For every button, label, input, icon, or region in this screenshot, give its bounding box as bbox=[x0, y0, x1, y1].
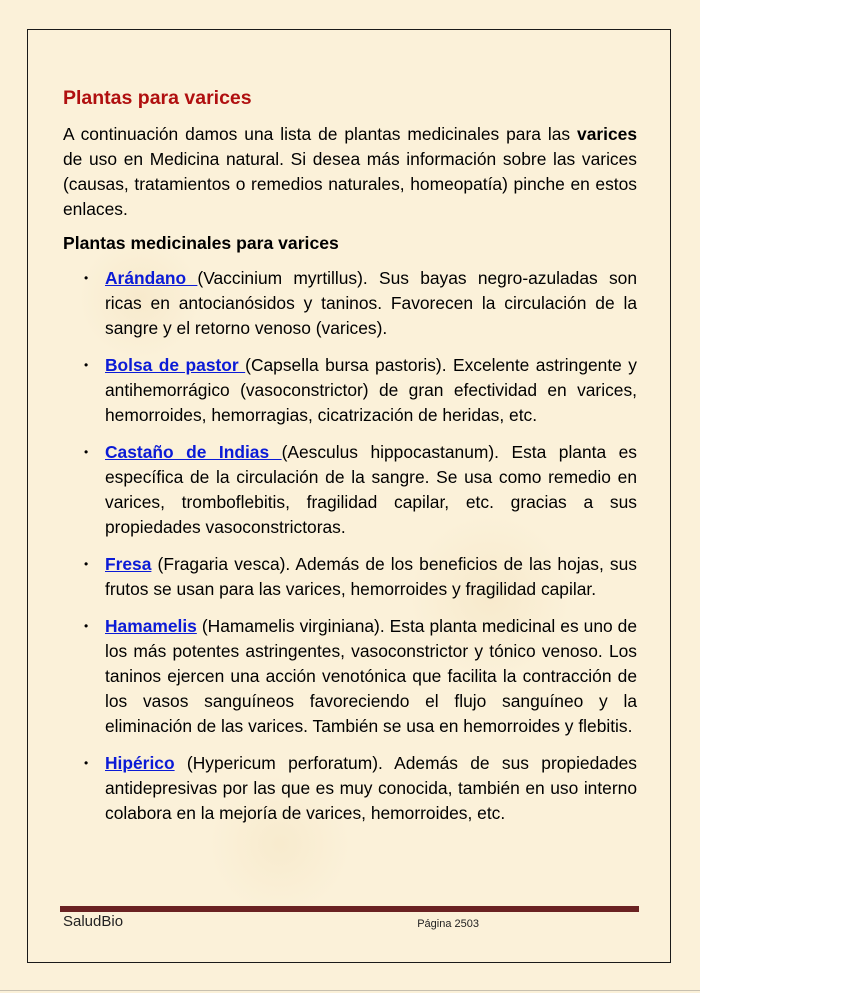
bullet-icon: • bbox=[84, 358, 89, 372]
plant-link-hiperico[interactable]: Hipérico bbox=[105, 753, 175, 773]
intro-keyword: varices bbox=[577, 124, 637, 144]
plant-description: (Aesculus hippocastanum). Esta planta es específica de la circulación de la sangre. Se usa como remedio en varices, tromboflebitis, fragilidad capilar, etc. gracias a sus propiedades vasoconstrictoras. bbox=[105, 442, 637, 537]
page-edge bbox=[0, 990, 700, 991]
intro-text-start: A continuación damos una lista de plantas medicinales para las bbox=[63, 124, 578, 144]
list-item bbox=[63, 353, 637, 428]
list-item bbox=[63, 614, 637, 739]
plant-description: (Hypericum perforatum). Además de sus propiedades antidepresivas por las que es muy conocida, también en uso interno colabora en la mejoría de varices, hemorroides, etc. bbox=[105, 753, 637, 823]
plant-link-bolsa-de-pastor[interactable]: Bolsa de pastor bbox=[105, 355, 246, 375]
page-number: Página 2503 bbox=[417, 918, 479, 930]
page-title: Plantas para varices bbox=[63, 87, 252, 109]
plant-description: (Capsella bursa pastoris). Excelente astringente y antihemorrágico (vasoconstrictor) de gran efectividad en varices, hemorroides, hemorragias, cicatrización de heridas, etc. bbox=[105, 355, 638, 425]
list-item bbox=[63, 440, 637, 540]
section-heading: Plantas medicinales para varices bbox=[63, 233, 339, 253]
bullet-icon: • bbox=[84, 756, 89, 770]
bullet-icon: • bbox=[84, 619, 89, 633]
page-content bbox=[63, 84, 637, 838]
intro-text-end: de uso en Medicina natural. Si desea más información sobre las varices (causas, tratamientos o remedios naturales, homeopatía) pinche en estos enlaces. bbox=[63, 149, 637, 219]
intro-paragraph bbox=[63, 122, 637, 222]
footer-brand: SaludBio bbox=[63, 913, 124, 930]
plant-link-hamamelis[interactable]: Hamamelis bbox=[105, 616, 197, 636]
bullet-icon: • bbox=[84, 557, 89, 571]
plant-link-fresa[interactable]: Fresa bbox=[105, 554, 152, 574]
list-item bbox=[63, 751, 637, 826]
bullet-icon: • bbox=[84, 445, 89, 459]
plant-list bbox=[63, 266, 637, 826]
bullet-icon: • bbox=[84, 271, 89, 285]
plant-link-castano-de-indias[interactable]: Castaño de Indias bbox=[105, 442, 282, 462]
plant-description: (Hamamelis virginiana). Esta planta medicinal es uno de los más potentes astringentes, vasoconstrictor y tónico venoso. Los taninos ejercen una acción venotónica que facilita la contracción de los vasos sanguíneos favoreciendo el flujo sanguíneo y la eliminación de las varices. También se usa en hemorroides y flebitis. bbox=[105, 616, 637, 736]
list-item bbox=[63, 266, 637, 341]
plant-description: (Vaccinium myrtillus). Sus bayas negro-azuladas son ricas en antocianósidos y taninos. Favorecen la circulación de la sangre y el retorno venoso (varices). bbox=[105, 268, 637, 338]
footer-divider bbox=[60, 906, 639, 912]
list-item bbox=[63, 552, 637, 602]
plant-description: (Fragaria vesca). Además de los beneficios de las hojas, sus frutos se usan para las varices, hemorroides y fragilidad capilar. bbox=[105, 554, 637, 599]
plant-link-arandano[interactable]: Arándano bbox=[105, 268, 198, 288]
